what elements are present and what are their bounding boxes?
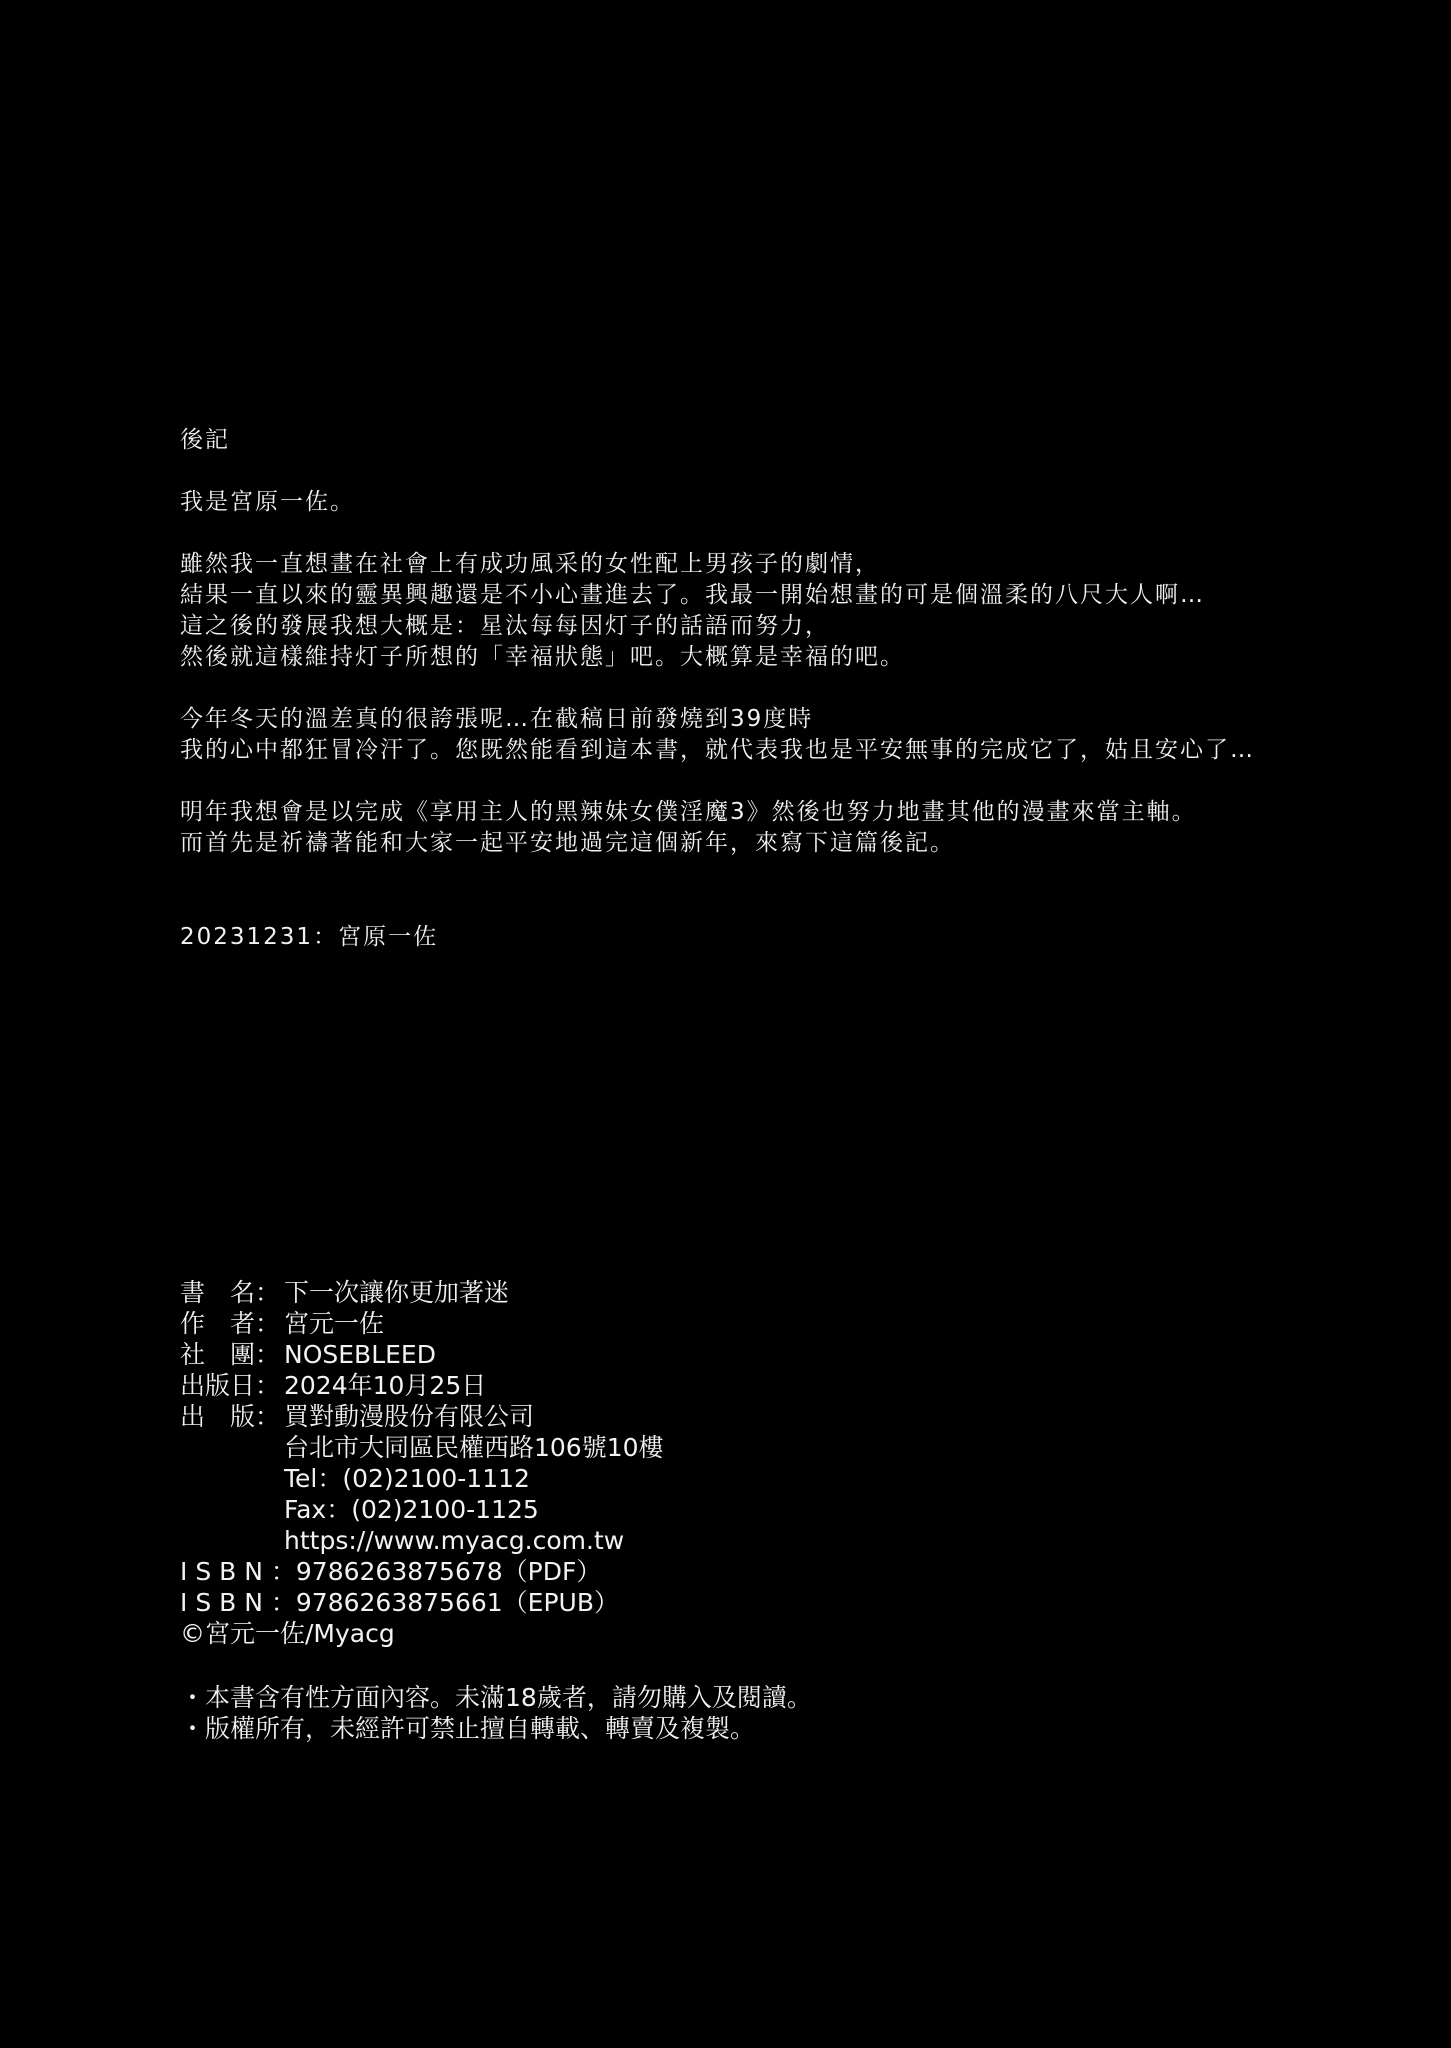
notices-section — [180, 1682, 812, 1744]
colophon-row-date — [180, 1370, 1380, 1401]
isbn-label: I S B N ： — [180, 1557, 296, 1586]
afterword-line: 我的心中都狂冒冷汗了。您既然能看到這本書，就代表我也是平安無事的完成它了，姑且安心了… — [180, 737, 1255, 763]
publisher-value: 買對動漫股份有限公司 — [284, 1402, 535, 1431]
publisher-tel: Tel：(02)2100-1112 — [284, 1464, 530, 1493]
afterword-paragraph-3 — [180, 797, 1400, 859]
content-warning-notice: ・本書含有性方面內容。未滿18歲者，請勿購入及閱讀。 — [180, 1683, 812, 1712]
afterword-signature: 20231231：宮原一佐 — [180, 924, 439, 950]
afterword-section — [180, 425, 1400, 890]
rights-notice: ・版權所有，未經許可禁止擅自轉載、轉賣及複製。 — [180, 1714, 756, 1743]
copyright-line: ©宮元一佐/Myacg — [180, 1619, 395, 1648]
colophon-row-isbn-pdf — [180, 1556, 1380, 1587]
afterword-title: 後記 — [180, 427, 230, 453]
publisher-fax: Fax：(02)2100-1125 — [284, 1495, 539, 1524]
colophon-row-author — [180, 1308, 1380, 1339]
colophon-label: 書 名： — [180, 1278, 281, 1307]
afterword-line: 明年我想會是以完成《享用主人的黑辣妹女僕淫魔3》然後也努力地畫其他的漫畫來當主軸。 — [180, 799, 1197, 825]
colophon-row-isbn-epub — [180, 1587, 1380, 1618]
colophon-row-title — [180, 1277, 1380, 1308]
colophon-label: 出版日： — [180, 1371, 281, 1400]
afterword-line: 而首先是祈禱著能和大家一起平安地過完這個新年，來寫下這篇後記。 — [180, 830, 955, 856]
afterword-line: 今年冬天的溫差真的很誇張呢…在截稿日前發燒到39度時 — [180, 706, 814, 732]
afterword-paragraph-2 — [180, 704, 1400, 766]
afterword-paragraph-1 — [180, 549, 1400, 673]
afterword-line: 這之後的發展我想大概是：星汰每每因灯子的話語而努力， — [180, 613, 830, 639]
publisher-website: https://www.myacg.com.tw — [284, 1526, 625, 1555]
afterword-intro: 我是宮原一佐。 — [180, 489, 355, 515]
colophon-row-circle — [180, 1339, 1380, 1370]
isbn-label: I S B N ： — [180, 1588, 296, 1617]
afterword-line: 雖然我一直想畫在社會上有成功風采的女性配上男孩子的劇情， — [180, 551, 880, 577]
afterword-line: 結果一直以來的靈異興趣還是不小心畫進去了。我最一開始想畫的可是個溫柔的八尺大人啊… — [180, 582, 1205, 608]
colophon-label: 作 者： — [180, 1309, 281, 1338]
author-value: 宮元一佐 — [284, 1309, 385, 1338]
colophon-label: 出 版： — [180, 1402, 281, 1431]
colophon-row-publisher — [180, 1401, 1380, 1432]
isbn-epub-value: 9786263875661（EPUB） — [295, 1588, 619, 1617]
afterword-line: 然後就這樣維持灯子所想的「幸福狀態」吧。大概算是幸福的吧。 — [180, 644, 905, 670]
book-title-value: 下一次讓你更加著迷 — [284, 1278, 510, 1307]
colophon-section — [180, 1277, 1380, 1680]
publish-date-value: 2024年10月25日 — [284, 1371, 487, 1400]
colophon-label: 社 團： — [180, 1340, 281, 1369]
circle-value: NOSEBLEED — [284, 1340, 436, 1369]
isbn-pdf-value: 9786263875678（PDF） — [295, 1557, 602, 1586]
publisher-address: 台北市大同區民權西路106號10樓 — [284, 1433, 664, 1462]
